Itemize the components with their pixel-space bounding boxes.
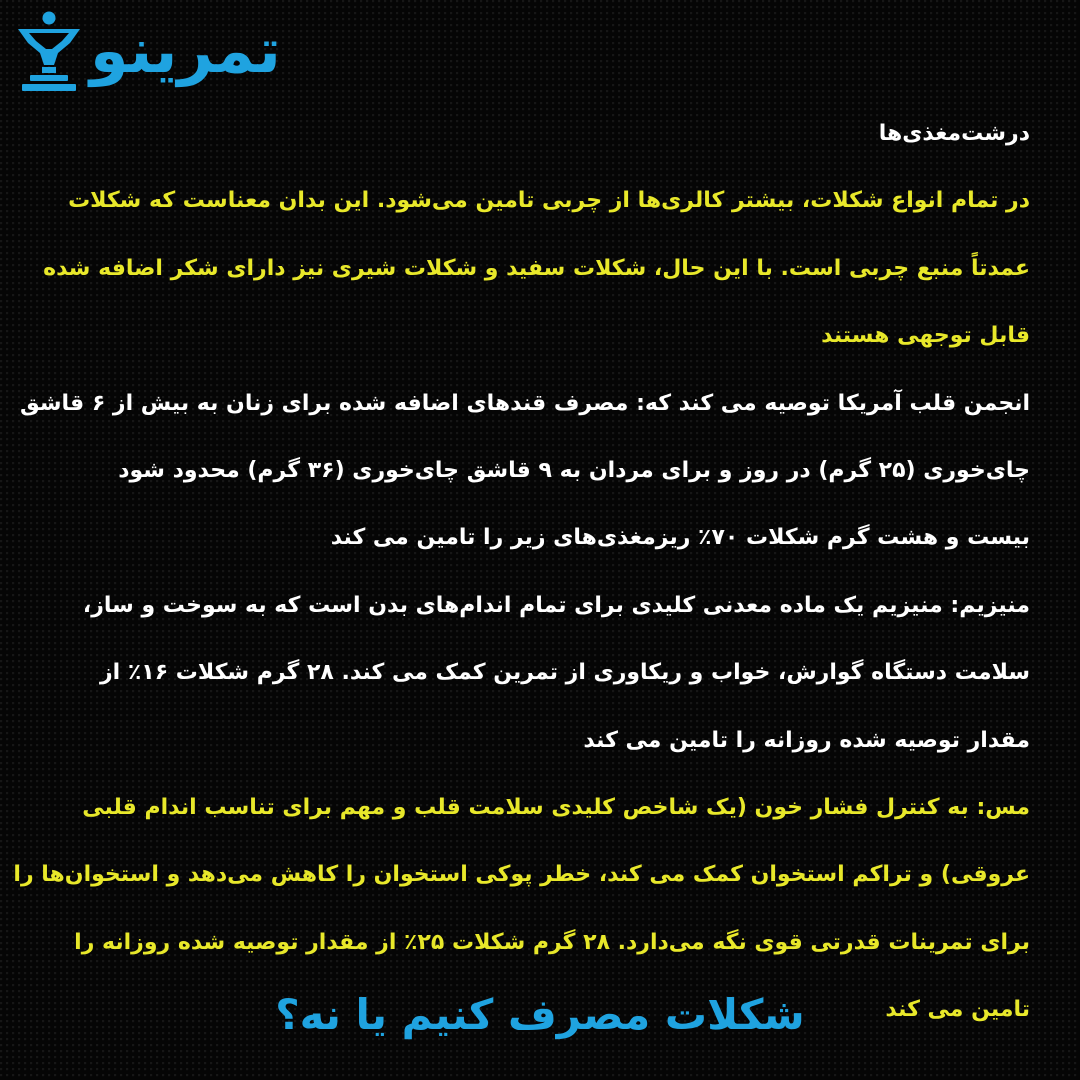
text-line: چای‌خوری (۲۵ گرم) در روز و برای مردان به ۹ قاشق چای‌خوری (۳۶ گرم) محدود شود — [118, 458, 1030, 484]
footer-title: شکلات مصرف کنیم یا نه؟ — [275, 990, 805, 1039]
text-line: درشت‌مغذی‌ها — [878, 121, 1030, 146]
text-line: عمدتاً منبع چربی است. با این حال، شکلات سفید و شکلات شیری نیز دارای شکر اضافه شده — [43, 255, 1030, 281]
text-line: مس: به کنترل فشار خون (یک شاخص کلیدی سلامت قلب و مهم برای تناسب اندام قلبی — [82, 795, 1030, 821]
brand-wordmark: تمرینو — [90, 14, 281, 87]
text-line: انجمن قلب آمریکا توصیه می کند که: مصرف قندهای اضافه شده برای زنان به بیش از ۶ قاشق — [20, 390, 1030, 416]
article-body — [13, 100, 1030, 1044]
brand-logo — [14, 8, 444, 94]
text-line: در تمام انواع شکلات، بیشتر کالری‌ها از چربی تامین می‌شود. این بدان معناست که شکلات — [68, 188, 1030, 214]
text-line: سلامت دستگاه گوارش، خواب و ریکاوری از تمرین کمک می کند. ۲۸ گرم شکلات ۱۶٪ از — [99, 660, 1030, 686]
text-line: برای تمرینات قدرتی قوی نگه می‌دارد. ۲۸ گرم شکلات ۲۵٪ از مقدار توصیه شده روزانه را — [74, 929, 1030, 955]
trophy-logo-icon — [14, 9, 84, 93]
text-line: قابل توجهی هستند — [821, 323, 1030, 349]
text-line: عروقی) و تراکم استخوان کمک می کند، خطر پوکی استخوان را کاهش می‌دهد و استخوان‌ها را — [13, 862, 1030, 888]
text-line: منیزیم: منیزیم یک ماده معدنی کلیدی برای تمام اندام‌های بدن است که به سوخت و ساز، — [82, 592, 1030, 618]
text-line: بیست و هشت گرم شکلات ۷۰٪ ریزمغذی‌های زیر را تامین می کند — [330, 525, 1030, 551]
text-line: تامین می کند — [885, 997, 1030, 1023]
text-line: مقدار توصیه شده روزانه را تامین می کند — [583, 727, 1030, 753]
